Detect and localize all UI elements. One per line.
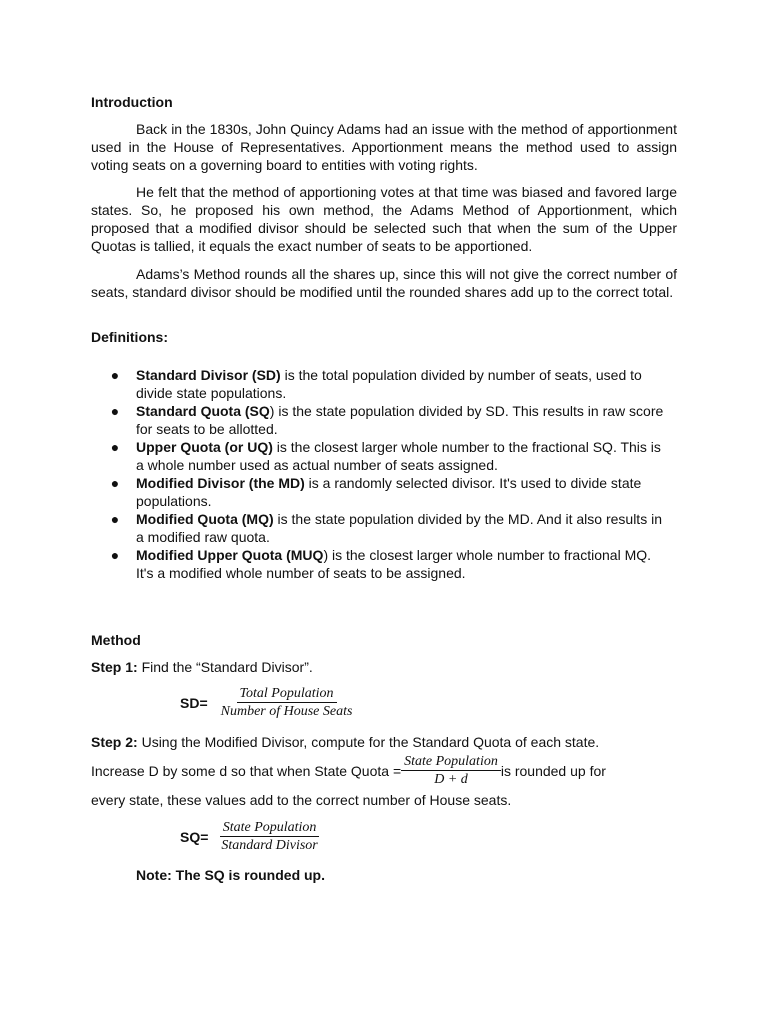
definition-item [110,366,670,402]
definitions-list [110,366,670,582]
intro-paragraph-1: Back in the 1830s, John Quincy Adams had an issue with the method of apportionment used in the House of Representatives. Apportionment means the method used to assign voting seats on a governing board to entities with voting rights. [91,121,677,173]
definition-item [110,546,670,582]
note: Note: The SQ is rounded up. [136,867,325,883]
definition-item [110,438,670,474]
definition-text: is the total population divided by number of seats, used to divide state populations. [136,367,642,401]
method-heading: Method [91,632,141,648]
sq-formula [180,819,321,854]
sq-formula-label: SQ= [180,828,209,845]
definition-item [110,474,670,510]
bullet-icon: ● [110,511,120,527]
bullet-icon: ● [110,439,120,455]
definition-term: Modified Divisor (the MD) [136,475,305,491]
intro-paragraph-3: Adams’s Method rounds all the shares up, since this will not give the correct number of seats, standard divisor should be modified until the rounded shares add up to the correct total. [91,266,677,300]
sd-formula [180,685,355,720]
bullet-icon: ● [110,475,120,491]
sq-numerator: State Population [220,819,320,837]
step-2-line-2-pre: Increase D by some d so that when State Quota = [91,762,402,779]
bullet-icon: ● [110,367,120,383]
sd-formula-label: SD= [180,694,208,711]
introduction-heading: Introduction [91,94,173,110]
definition-text: is the state population divided by the MD. And it also results in a modified raw quota. [136,511,662,545]
state-quota-denominator: D + d [434,772,468,787]
definition-term: Upper Quota (or UQ) [136,439,273,455]
state-quota-numerator: State Population [401,753,501,771]
sq-denominator: Standard Divisor [221,838,318,853]
intro-paragraph-2: He felt that the method of apportioning votes at that time was biased and favored large states. So, he proposed his own method, the Adams Method of Apportionment, which proposed that a modified divisor should be selected such that when the sum of the Upper Quotas is tallied, it equals the exact number of seats to be apportioned. [91,184,677,254]
step-2-label: Step 2: [91,734,138,750]
step-1-text: Find the “Standard Divisor”. [137,659,313,675]
definition-item [110,402,670,438]
definition-term: Standard Quota (SQ [136,403,270,419]
definition-text: ) is the closest larger whole number to fractional MQ. It's a modified whole number of seats to be assigned. [136,547,652,581]
bullet-icon: ● [110,547,120,563]
step-2 [91,732,599,752]
definition-text: is the closest larger whole number to the fractional SQ. This is a whole number used as actual number of seats assigned. [136,439,661,473]
sd-numerator: Total Population [237,685,337,703]
step-1-label: Step 1: [91,659,138,675]
definition-item [110,510,670,546]
definition-term: Standard Divisor (SD) [136,367,281,383]
definitions-heading: Definitions: [91,329,168,345]
sd-denominator: Number of House Seats [220,704,353,719]
step-2-line-3: every state, these values add to the correct number of House seats. [91,792,512,808]
state-quota-fraction [401,753,501,788]
bullet-icon: ● [110,403,120,419]
step-2-text: Using the Modified Divisor, compute for the Standard Quota of each state. [137,734,600,750]
definition-term: Modified Upper Quota (MUQ [136,547,324,563]
step-1 [91,657,313,677]
sd-fraction [218,685,356,720]
definition-text: ) is the state population divided by SD. This results in raw score for seats to be allotted. [136,403,664,437]
sq-fraction [218,819,320,854]
step-2-line-2 [91,753,606,788]
step-2-line-2-post: is rounded up for [500,762,606,779]
definition-term: Modified Quota (MQ) [136,511,274,527]
definition-text: is a randomly selected divisor. It's used to divide state populations. [136,475,642,509]
